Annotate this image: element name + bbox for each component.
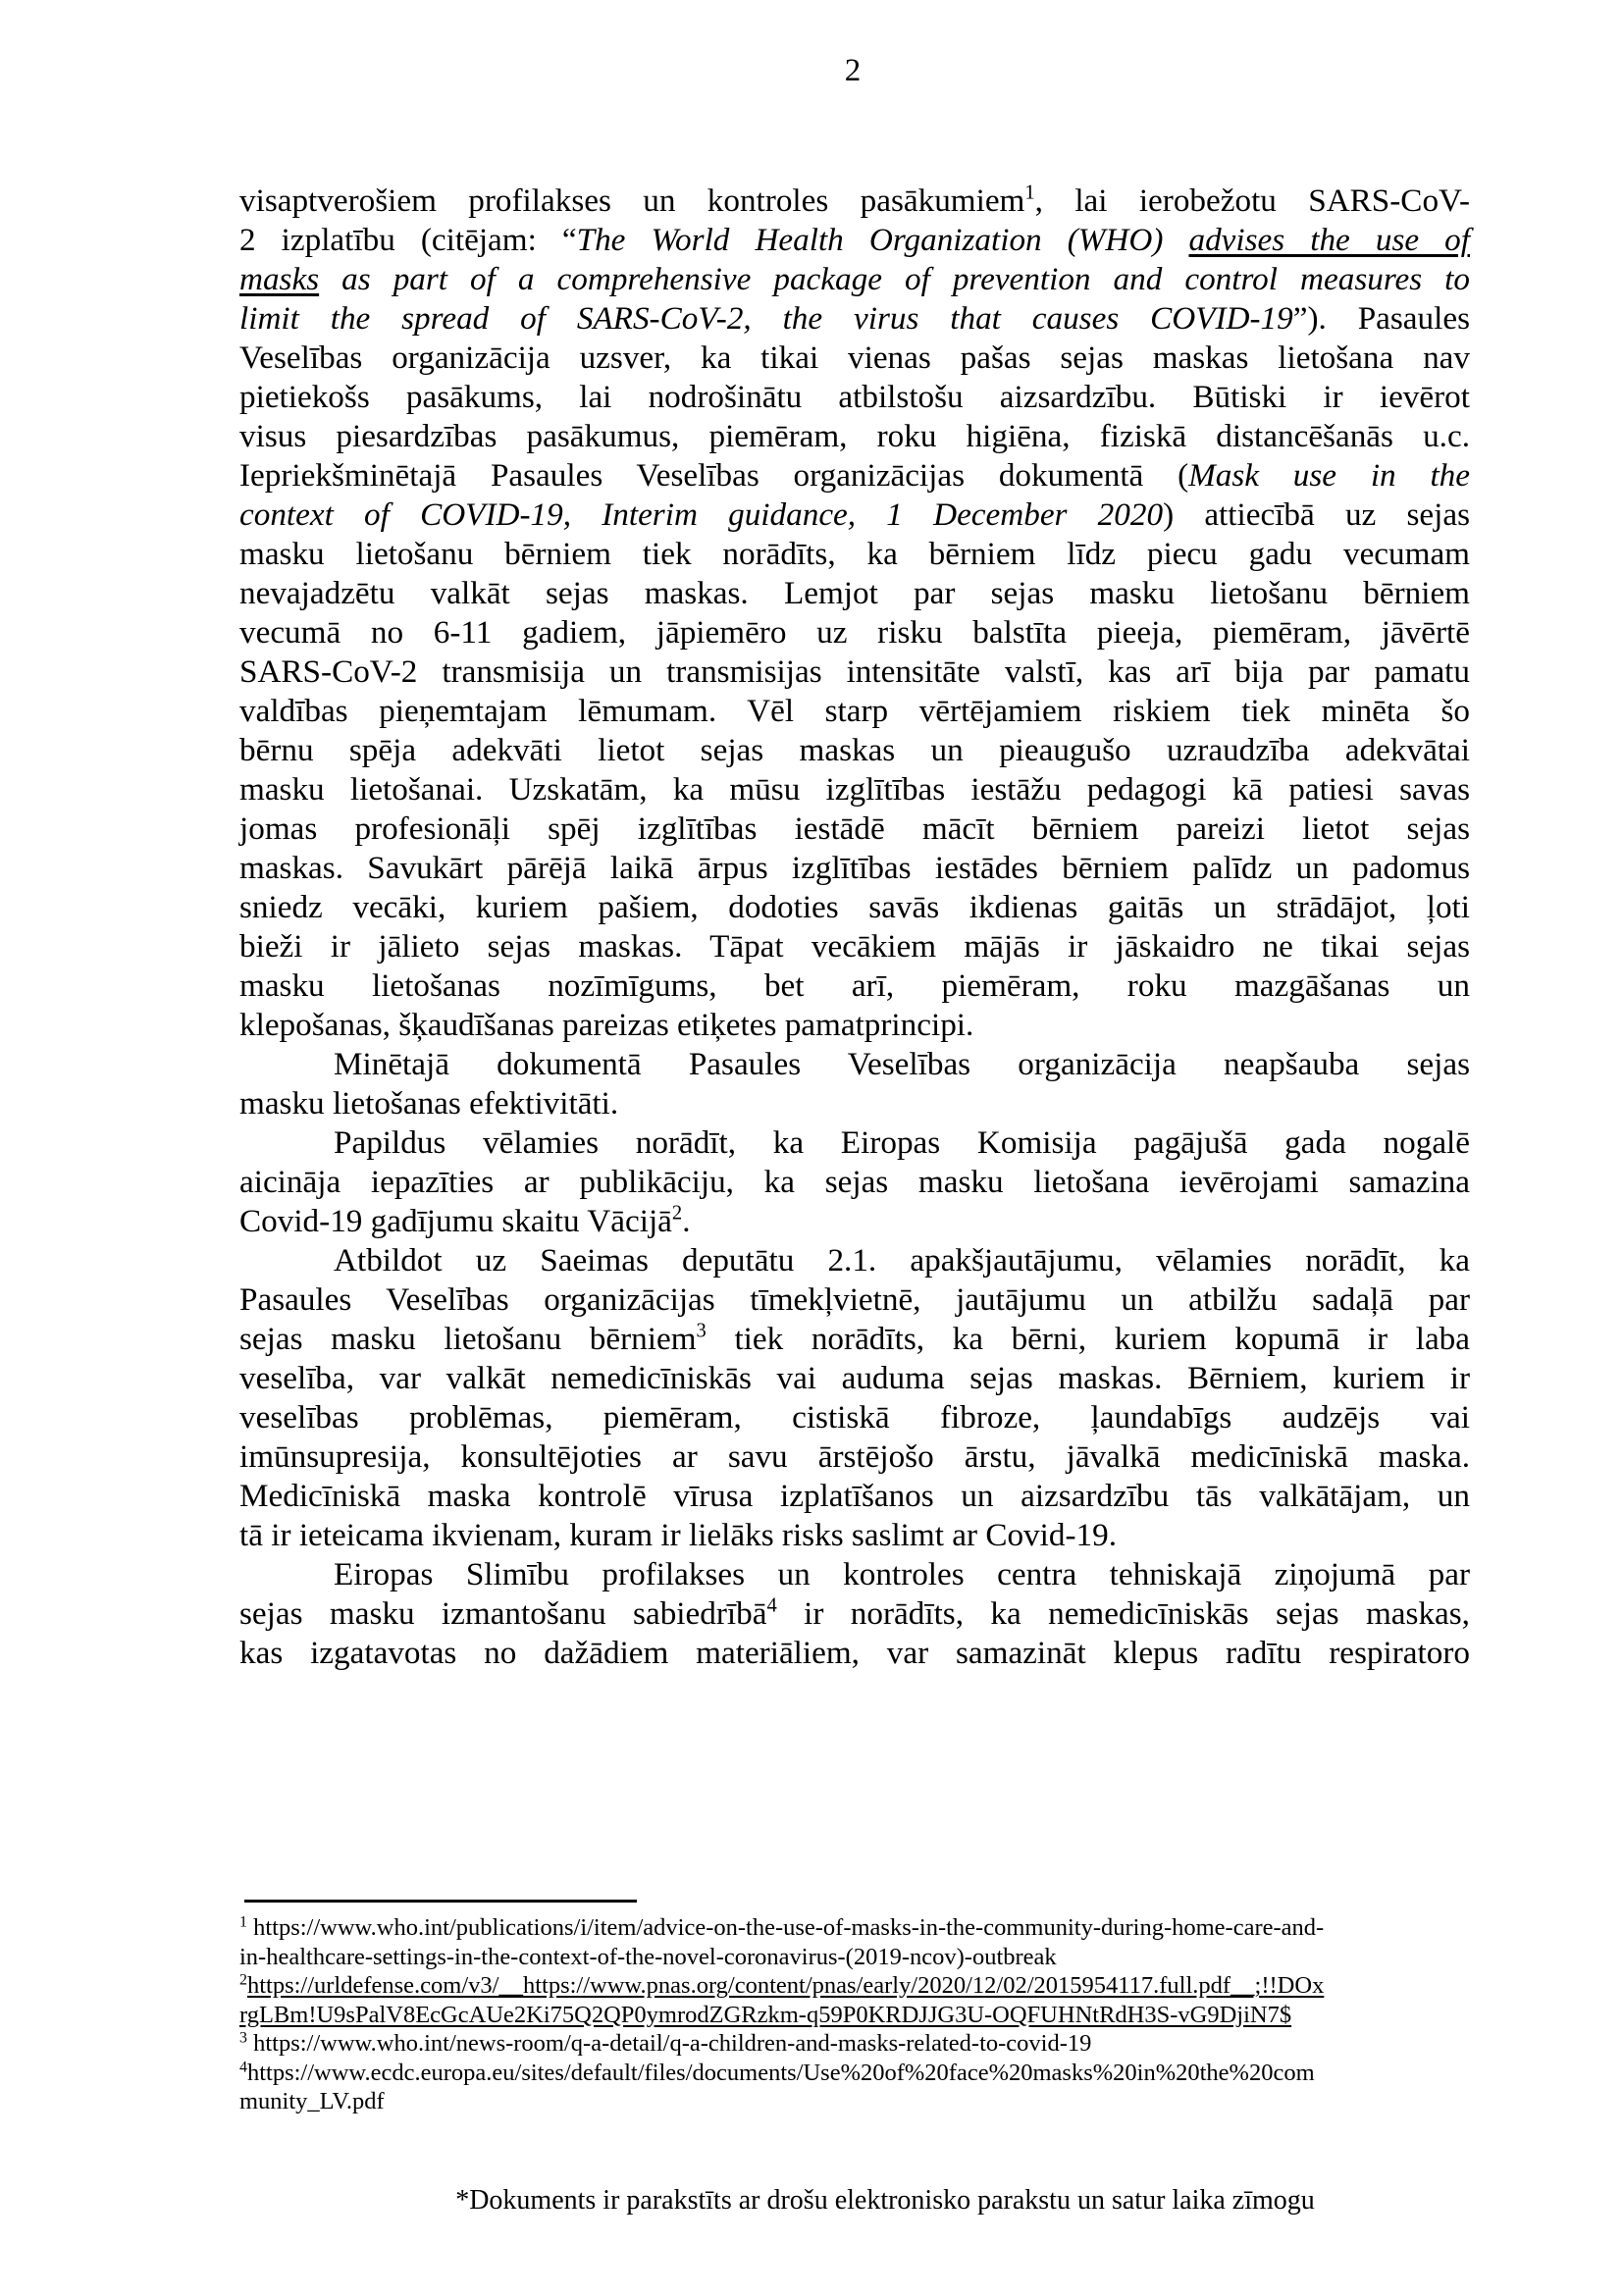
text-line: [239, 1398, 1470, 1437]
document-body: [239, 182, 1470, 1673]
text-segment: veselības problēmas, piemēram, cistiskā fibroze, ļaundabīgs audzējs vai: [239, 1399, 1470, 1435]
text-segment: tiek norādīts, ka bērni, kuriem kopumā ir laba: [706, 1321, 1470, 1357]
text-segment: jomas profesionāļi spēj izglītības iestādē mācīt bērniem pareizi lietot sejas: [239, 810, 1470, 847]
text-line: [239, 888, 1470, 927]
text-segment: Atbildot uz Saeimas deputātu 2.1. apakšjautājumu, vēlamies norādīt, ka: [334, 1242, 1470, 1278]
text-segment: masku lietošanai. Uzskatām, ka mūsu izglītības iestāžu pedagogi kā patiesi savas: [239, 771, 1470, 808]
text-line: [239, 1163, 1470, 1202]
footnote-link[interactable]: in-healthcare-settings-in-the-context-of-the-novel-coronavirus-(2019-ncov)-outbreak: [239, 1943, 1057, 1970]
text-line: [239, 1594, 1470, 1634]
text-segment: ”). Pasaules: [1292, 300, 1470, 337]
text-segment: ) attiecībā uz sejas: [1163, 496, 1470, 533]
footnote-link[interactable]: https://www.who.int/publications/i/item/advice-on-the-use-of-masks-in-the-community-during-home-care-and-: [253, 1914, 1325, 1941]
footnote-reference[interactable]: 2: [671, 1202, 683, 1225]
text-segment: Covid-19 gadījumu skaitu Vācijā: [239, 1203, 672, 1239]
text-segment: vecumā no 6-11 gadiem, jāpiemēro uz risku balstīta pieeja, piemēram, jāvērtē: [239, 614, 1470, 651]
text-segment: SARS-CoV-2 transmisija un transmisijas intensitāte valstī, kas arī bija par pamatu: [239, 653, 1470, 690]
text-segment: Minētajā dokumentā Pasaules Veselības organizācija neapšauba sejas: [334, 1046, 1470, 1082]
footnotes: [239, 1913, 1472, 2116]
text-line: [239, 456, 1470, 496]
footnote-number: 3: [239, 2029, 247, 2047]
footnote-link[interactable]: https://urldefense.com/v3/__https://www.pnas.org/content/pnas/early/2020/12/02/2015954117.full.pdf__;!!DOx: [246, 1972, 1325, 1999]
text-line: [239, 966, 1470, 1006]
text-line: [239, 1241, 1470, 1280]
footnote-line: [239, 2001, 1472, 2030]
text-line: [239, 1123, 1470, 1163]
text-segment: Pasaules Veselības organizācijas tīmekļvietnē, jautājumu un atbilžu sadaļā par: [239, 1281, 1470, 1318]
text-line: [239, 182, 1470, 221]
text-line: [239, 613, 1470, 652]
footnote-link[interactable]: rgLBm!U9sPalV8EcGcAUe2Ki75Q2QP0ymrodZGRzkm-q59P0KRDJJG3U-OQFUHNtRdH3S-vG9DjiN7$: [239, 2001, 1292, 2028]
footnote-line: [239, 2029, 1472, 2059]
text-line: [239, 221, 1470, 260]
text-line: [239, 1084, 1470, 1123]
text-line: [239, 731, 1470, 770]
text-segment: masku lietošanas nozīmīgums, bet arī, piemēram, roku mazgāšanas un: [239, 967, 1470, 1004]
footnote-item: [239, 1913, 1472, 1971]
text-line: [239, 1555, 1470, 1594]
text-line: [239, 1359, 1470, 1398]
text-segment: aicināja iepazīties ar publikāciju, ka sejas masku lietošana ievērojami samazina: [239, 1164, 1470, 1200]
text-segment: tā ir ieteicama ikvienam, kuram ir lielāks risks saslimt ar Covid-19.: [239, 1517, 1117, 1553]
signature-note: *Dokuments ir parakstīts ar drošu elektronisko parakstu un satur laika zīmogu: [455, 2185, 1315, 2216]
text-line: [239, 496, 1470, 535]
text-segment: 2 izplatību (citējam: “: [239, 222, 577, 258]
text-segment: masku lietošanu bērniem tiek norādīts, ka bērniem līdz piecu gadu vecumam: [239, 536, 1470, 572]
text-segment: Medicīniskā maska kontrolē vīrusa izplatīšanos un aizsardzību tās valkātājam, un: [239, 1478, 1470, 1514]
text-segment: sejas masku lietošanu bērniem: [239, 1321, 697, 1357]
text-segment: bieži ir jālieto sejas maskas. Tāpat vecākiem mājās ir jāskaidro ne tikai sejas: [239, 928, 1470, 965]
text-segment: bērnu spēja adekvāti lietot sejas maskas un pieaugušo uzraudzība adekvātai: [239, 732, 1470, 768]
text-segment: imūnsupresija, konsultējoties ar savu ārstējošo ārstu, jāvalkā medicīniskā maska.: [239, 1438, 1470, 1475]
text-line: [239, 1437, 1470, 1477]
footnote-link[interactable]: munity_LV.pdf: [239, 2088, 385, 2114]
footnote-separator: [244, 1900, 637, 1903]
text-line: [239, 535, 1470, 574]
text-line: [239, 339, 1470, 378]
text-line: [239, 652, 1470, 692]
text-segment: maskas. Savukārt pārējā laikā ārpus izglītības iestādes bērniem palīdz un padomus: [239, 850, 1470, 886]
text-segment: sniedz vecāki, kuriem pašiem, dodoties savās ikdienas gaitās un strādājot, ļoti: [239, 889, 1470, 925]
footnote-reference[interactable]: 3: [696, 1320, 707, 1342]
text-segment: klepošanas, šķaudīšanas pareizas etiķetes pamatprincipi.: [239, 1007, 974, 1043]
text-line: [239, 1280, 1470, 1320]
text-segment: sejas masku izmantošanu sabiedrībā: [239, 1595, 767, 1632]
text-line: [239, 1045, 1470, 1084]
footnote-line: [239, 1971, 1472, 2001]
text-line: [239, 574, 1470, 613]
text-segment: nevajadzētu valkāt sejas maskas. Lemjot par sejas masku lietošanu bērniem: [239, 575, 1470, 611]
page-number: 2: [844, 53, 862, 88]
italic-quote-text: Mask use in the: [1188, 457, 1470, 494]
text-line: [239, 378, 1470, 417]
text-line: [239, 1006, 1470, 1045]
italic-quote-text: as part of a comprehensive package of prevention and control measures to: [319, 261, 1470, 297]
text-segment: visus piesardzības pasākumus, piemēram, roku higiēna, fiziskā distancēšanās u.c.: [239, 418, 1470, 454]
footnote-link[interactable]: https://www.who.int/news-room/q-a-detail/q-a-children-and-masks-related-to-covid-19: [253, 2030, 1092, 2057]
text-segment: , lai ierobežotu SARS-CoV-: [1034, 183, 1471, 219]
footnote-number: 2: [239, 1971, 247, 1989]
text-segment: masku lietošanas efektivitāti.: [239, 1085, 619, 1122]
footnote-item: [239, 2029, 1472, 2059]
italic-quote-text: The World Health Organization (WHO): [576, 222, 1189, 258]
text-line: [239, 1634, 1470, 1673]
text-segment: pietiekošs pasākums, lai nodrošinātu atbilstošu aizsardzību. Būtiski ir ievērot: [239, 379, 1470, 415]
footnote-item: [239, 2059, 1472, 2116]
text-line: [239, 260, 1470, 299]
text-segment: Iepriekšminētajā Pasaules Veselības organizācijas dokumentā (: [239, 457, 1189, 494]
text-line: [239, 1320, 1470, 1359]
footnote-line: [239, 2059, 1472, 2088]
text-segment: Papildus vēlamies norādīt, ka Eiropas Komisija pagājušā gada nogalē: [334, 1124, 1470, 1161]
text-segment: veselība, var valkāt nemedicīniskās vai auduma sejas maskas. Bērniem, kuriem ir: [239, 1360, 1470, 1396]
footnote-number: 1: [239, 1913, 247, 1931]
footnote-reference[interactable]: 4: [766, 1594, 777, 1617]
text-segment: visaptverošiem profilakses un kontroles pasākumiem: [239, 183, 1025, 219]
italic-quote-text: context of COVID-19, Interim guidance, 1 December 2020: [239, 496, 1164, 533]
italic-quote-text: limit the spread of SARS-CoV-2, the virus that causes COVID-19: [239, 300, 1293, 337]
footnote-number: 4: [239, 2058, 247, 2075]
text-line: [239, 1477, 1470, 1516]
text-line: [239, 809, 1470, 849]
text-segment: ir norādīts, ka nemedicīniskās sejas maskas,: [776, 1595, 1470, 1632]
text-line: [239, 1202, 1470, 1241]
text-segment: kas izgatavotas no dažādiem materiāliem, var samazināt klepus radītu respiratoro: [239, 1635, 1470, 1671]
footnote-reference[interactable]: 1: [1024, 182, 1035, 204]
text-line: [239, 927, 1470, 966]
text-segment: .: [682, 1203, 691, 1239]
footnote-link[interactable]: https://www.ecdc.europa.eu/sites/default/files/documents/Use%20of%20face%20masks%20in%20the%20com: [246, 2059, 1315, 2086]
footnote-line: [239, 1913, 1472, 1943]
footnote-item: [239, 1971, 1472, 2029]
underlined-quote-text: masks: [239, 261, 320, 297]
footnote-line: [239, 1943, 1472, 1972]
footnote-line: [239, 2087, 1472, 2116]
text-line: [239, 1516, 1470, 1555]
text-line: [239, 692, 1470, 731]
text-line: [239, 299, 1470, 339]
text-line: [239, 417, 1470, 456]
text-segment: valdības pieņemtajam lēmumam. Vēl starp vērtējamiem riskiem tiek minēta šo: [239, 693, 1470, 729]
underlined-quote-text: advises the use of: [1188, 222, 1470, 258]
text-line: [239, 849, 1470, 888]
text-line: [239, 770, 1470, 809]
text-segment: Eiropas Slimību profilakses un kontroles centra tehniskajā ziņojumā par: [334, 1556, 1470, 1592]
text-segment: Veselības organizācija uzsver, ka tikai vienas pašas sejas maskas lietošana nav: [239, 339, 1470, 376]
